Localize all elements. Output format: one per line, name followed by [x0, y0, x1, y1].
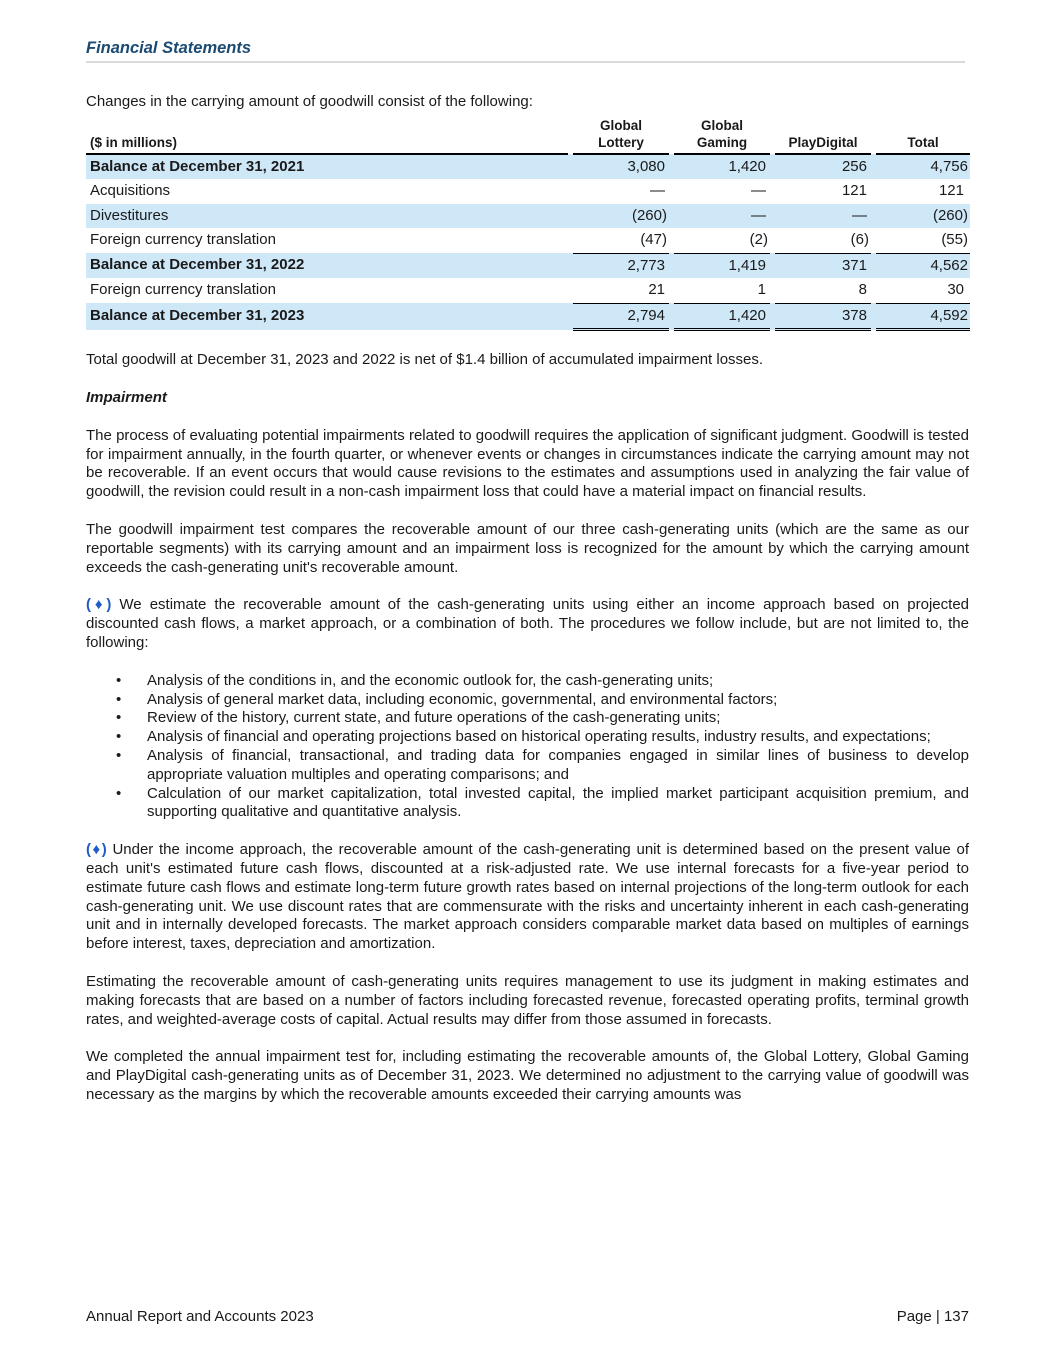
table-row: Balance at December 31, 2023 2,794 1,420 378 4,592 [86, 303, 970, 330]
page-content [86, 93, 969, 1105]
table-row: Balance at December 31, 2022 2,773 1,419 371 4,562 [86, 253, 970, 278]
section-title: Financial Statements [86, 39, 252, 57]
list-item: • Analysis of the conditions in, and the economic outlook for, the cash-generating units; [116, 671, 714, 689]
list-item: • Calculation of our market capitalization, total invested capital, the implied market participant acquisition premium, and supporting qualitative and quantitative analysis. [116, 784, 969, 821]
table-row: Foreign currency translation 21 1 8 30 [86, 278, 970, 303]
paragraph-5: Estimating the recoverable amount of cash-generating units requires management to use its judgment in making estimates and making forecasts that are based on a number of factors including forecasted revenue, forecasted operating profits, terminal growth rates, and weighted-average costs of capital. Actual results may differ from those assumed in forecasts. [86, 973, 969, 1028]
paragraph-4: (♦) Under the income approach, the recoverable amount of the cash-generating unit is determined based on the present value of each unit's estimated future cash flows, discounted at a risk-adjusted rate. We use internal forecasts for a five-year period to estimate future cash flows and estimate long-term future growth rates based on internal projections of the long-term outlook for each cash-generating unit. We use discount rates that are commensurate with the risks and uncertainty inherent in each cash-generating unit and in internally developed forecasts. The market approach considers comparable market data based on multiples of earnings before interest, taxes, depreciation and amortization. [86, 841, 969, 953]
paragraph-1: The process of evaluating potential impairments related to goodwill requires the application of significant judgment. Goodwill is tested for impairment annually, in the fourth quarter, or whenever events or changes in circumstances indicate the carrying amount may not be recoverable. If an event occurs that would cause revisions to the estimates and assumptions used in analyzing the fair value of goodwill, the revision could result in a non-cash impairment loss that could have a material impact on financial results. [86, 426, 969, 501]
header-total: Total [876, 117, 970, 154]
diamond-marker: (♦) [86, 841, 107, 859]
footer-page-number: Page | 137 [896, 1308, 969, 1325]
table-header-row [86, 117, 970, 154]
impairment-heading: Impairment [86, 389, 167, 407]
table-intro: Changes in the carrying amount of goodwill consist of the following: [86, 93, 533, 110]
paragraph-6: We completed the annual impairment test for, including estimating the recoverable amounts of, the Global Lottery, Global Gaming and PlayDigital cash-generating units as of December 31, 2023. We determined no adjustment to the carrying value of goodwill was necessary as the margins by which the recoverable amounts exceeded their carrying amounts was [86, 1048, 969, 1103]
goodwill-table [86, 117, 970, 332]
paragraph-3: (♦) We estimate the recoverable amount of the cash-generating units using either an income approach based on projected discounted cash flows, a market approach, or a combination of both. The procedures we follow include, but are not limited to, the following: [86, 596, 969, 652]
header-global-lottery: Global Lottery [573, 117, 669, 154]
list-item: • Analysis of general market data, including economic, governmental, and environmental factors; [116, 690, 778, 708]
paragraph-2: The goodwill impairment test compares the recoverable amount of our three cash-generating units (which are the same as our reportable segments) with its carrying amount and an impairment loss is recognized for the amount by which the carrying amount exceeds the cash-generating unit's recoverable amount. [86, 521, 969, 576]
table-row: Foreign currency translation (47) (2) (6) (55) [86, 228, 970, 253]
table-row: Acquisitions — — 121 121 [90, 182, 964, 200]
procedures-list [86, 672, 969, 822]
list-item: • Analysis of financial and operating projections based on historical operating results, industry results, and expectations; [116, 728, 931, 746]
header-label: ($ in millions) [86, 117, 568, 154]
goodwill-note: Total goodwill at December 31, 2023 and 2022 is net of $1.4 billion of accumulated impairment losses. [86, 351, 764, 369]
list-item: • Analysis of financial, transactional, and trading data for companies engaged in similar lines of business to develop appropriate valuation multiples and operating comparisons; and [116, 747, 969, 783]
table-row: Divestitures (260) — — (260) [86, 204, 970, 229]
header-global-gaming: Global Gaming [674, 117, 770, 154]
page-header [86, 39, 965, 63]
header-playdigital: PlayDigital [775, 117, 871, 154]
footer-report-title: Annual Report and Accounts 2023 [86, 1308, 314, 1325]
table-row: Balance at December 31, 2021 3,080 1,420 256 4,756 [86, 154, 970, 180]
list-item: • Review of the history, current state, and future operations of the cash-generating units; [116, 709, 721, 727]
diamond-marker: (♦) [86, 596, 112, 614]
